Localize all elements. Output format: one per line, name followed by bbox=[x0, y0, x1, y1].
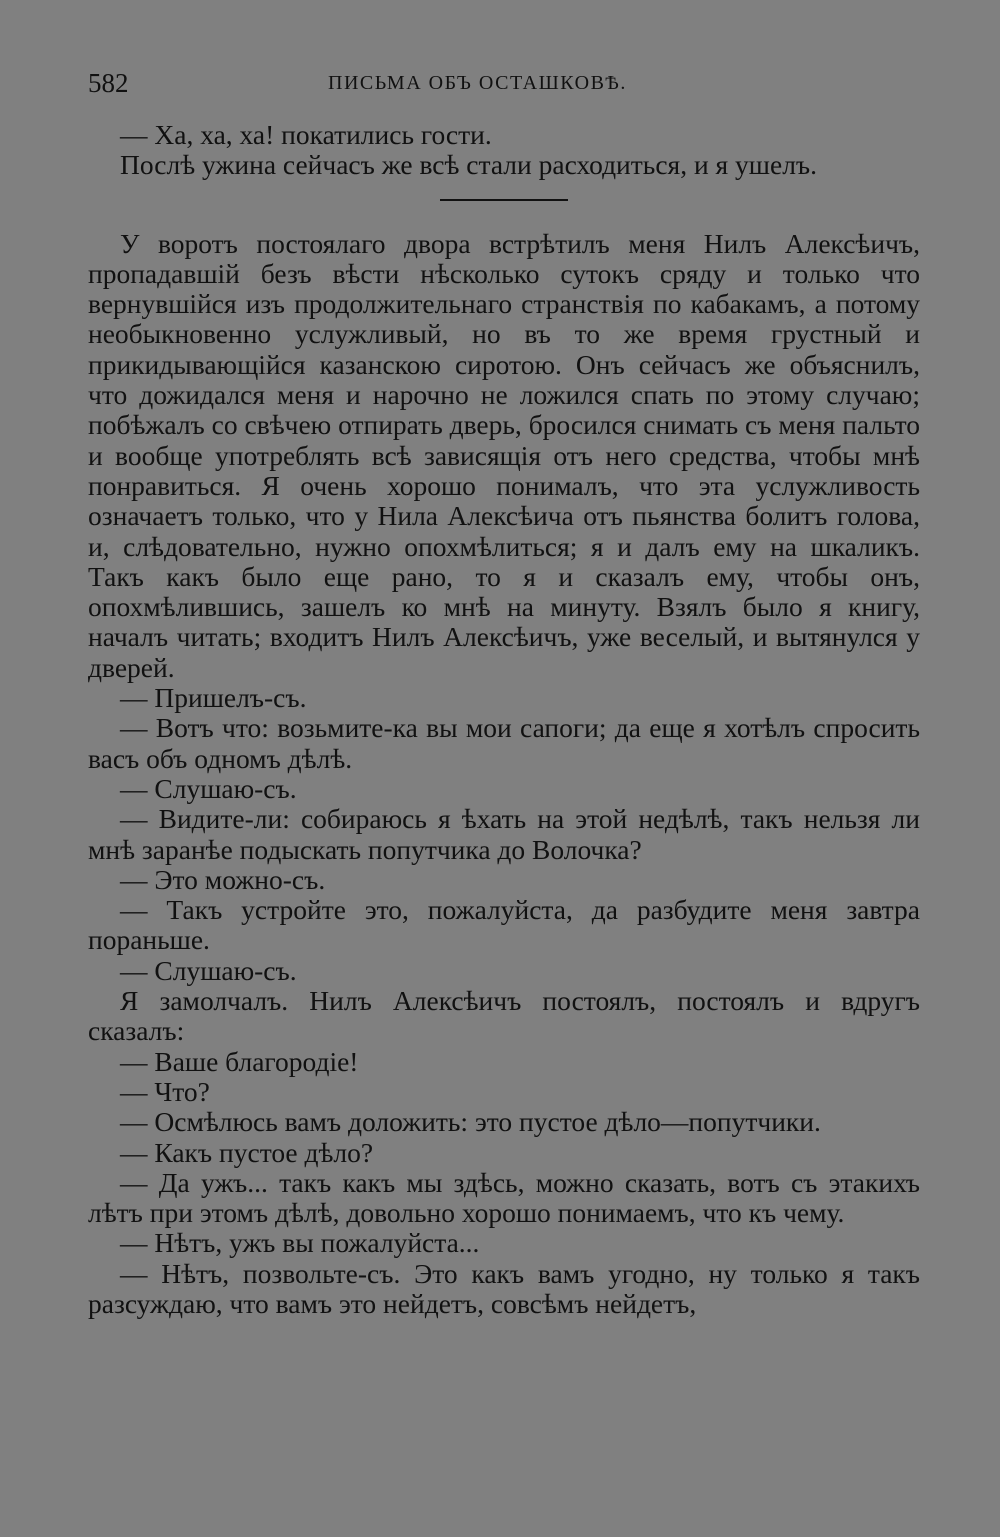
running-title: ПИСЬМА ОБЪ ОСТАШКОВѢ. bbox=[328, 72, 627, 94]
paragraph: — Нѣтъ, ужъ вы пожалуйста... bbox=[120, 1227, 480, 1259]
paragraph: — Это можно-съ. bbox=[120, 863, 326, 895]
page-number: 582 bbox=[88, 68, 129, 98]
body-text bbox=[88, 120, 920, 1319]
paragraph: — Какъ пустое дѣло? bbox=[120, 1136, 374, 1168]
paragraph: — Что? bbox=[120, 1075, 210, 1107]
paragraph: — Ха, ха, ха! покатились гости. bbox=[120, 119, 492, 150]
paragraph: — Такъ устройте это, пожалуйста, да разбудите меня завтра пораньше. bbox=[88, 894, 920, 956]
paragraph: — Слушаю-съ. bbox=[120, 772, 297, 804]
paragraph: У воротъ постоялаго двора встрѣтилъ меня Нилъ Алексѣичъ, пропадавшій безъ вѣсти нѣсколько сутокъ сряду и только что вернувшійся изъ продолжительнаго странствія по кабакамъ, а потому необыкновенно услужливый, но въ то же время грустный и прикидывающійся казанскою сиротою. Онъ сейчасъ же объяснилъ, что дожидался меня и нарочно не ложился спать по этому случаю; побѣжалъ со свѣчею отпирать дверь, бросился снимать съ меня пальто и вообще употреблять всѣ зависящія отъ него средства, чтобы мнѣ понравиться. Я очень хорошо понималъ, что эта услужливость означаетъ только, что у Нила Алексѣича отъ пьянства болитъ голова, и, слѣдовательно, нужно опохмѣлиться; я и далъ ему на шкаликъ. Такъ какъ было еще рано, то я и сказалъ ему, чтобы онъ, опохмѣлившись, зашелъ ко мнѣ на минуту. Взялъ было я книгу, началъ читать; входитъ Нилъ Алексѣичъ, уже веселый, и вытянулся у дверей. bbox=[88, 227, 920, 683]
page-header bbox=[88, 68, 918, 104]
paragraph: — Пришелъ-съ. bbox=[120, 682, 307, 714]
paragraph: — Вотъ что: возьмите-ка вы мои сапоги; да еще я хотѣлъ спросить васъ объ одномъ дѣлѣ. bbox=[88, 712, 920, 774]
paragraph: — Слушаю-съ. bbox=[120, 954, 297, 986]
paragraph: — Осмѣлюсь вамъ доложить: это пустое дѣло—попутчики. bbox=[120, 1106, 821, 1138]
paragraph: — Нѣтъ, позвольте-съ. Это какъ вамъ угодно, ну только я такъ разсуждаю, что вамъ это нейдетъ, совсѣмъ нейдетъ, bbox=[88, 1257, 920, 1319]
paragraph: — Да ужъ... такъ какъ мы здѣсь, можно сказать, вотъ съ этакихъ лѣтъ при этомъ дѣлѣ, довольно хорошо понимаемъ, что къ чему. bbox=[88, 1166, 920, 1229]
paragraph: Послѣ ужина сейчасъ же всѣ стали расходиться, и я ушелъ. bbox=[120, 149, 818, 181]
paragraph: — Видите-ли: собираюсь я ѣхать на этой недѣлѣ, такъ нельзя ли мнѣ заранѣе подыскать попутчика до Волочка? bbox=[88, 803, 920, 865]
section-divider bbox=[440, 199, 568, 201]
paragraph: — Ваше благородіе! bbox=[120, 1045, 359, 1077]
paragraph: Я замолчалъ. Нилъ Алексѣичъ постоялъ, постоялъ и вдругъ сказалъ: bbox=[88, 985, 920, 1047]
